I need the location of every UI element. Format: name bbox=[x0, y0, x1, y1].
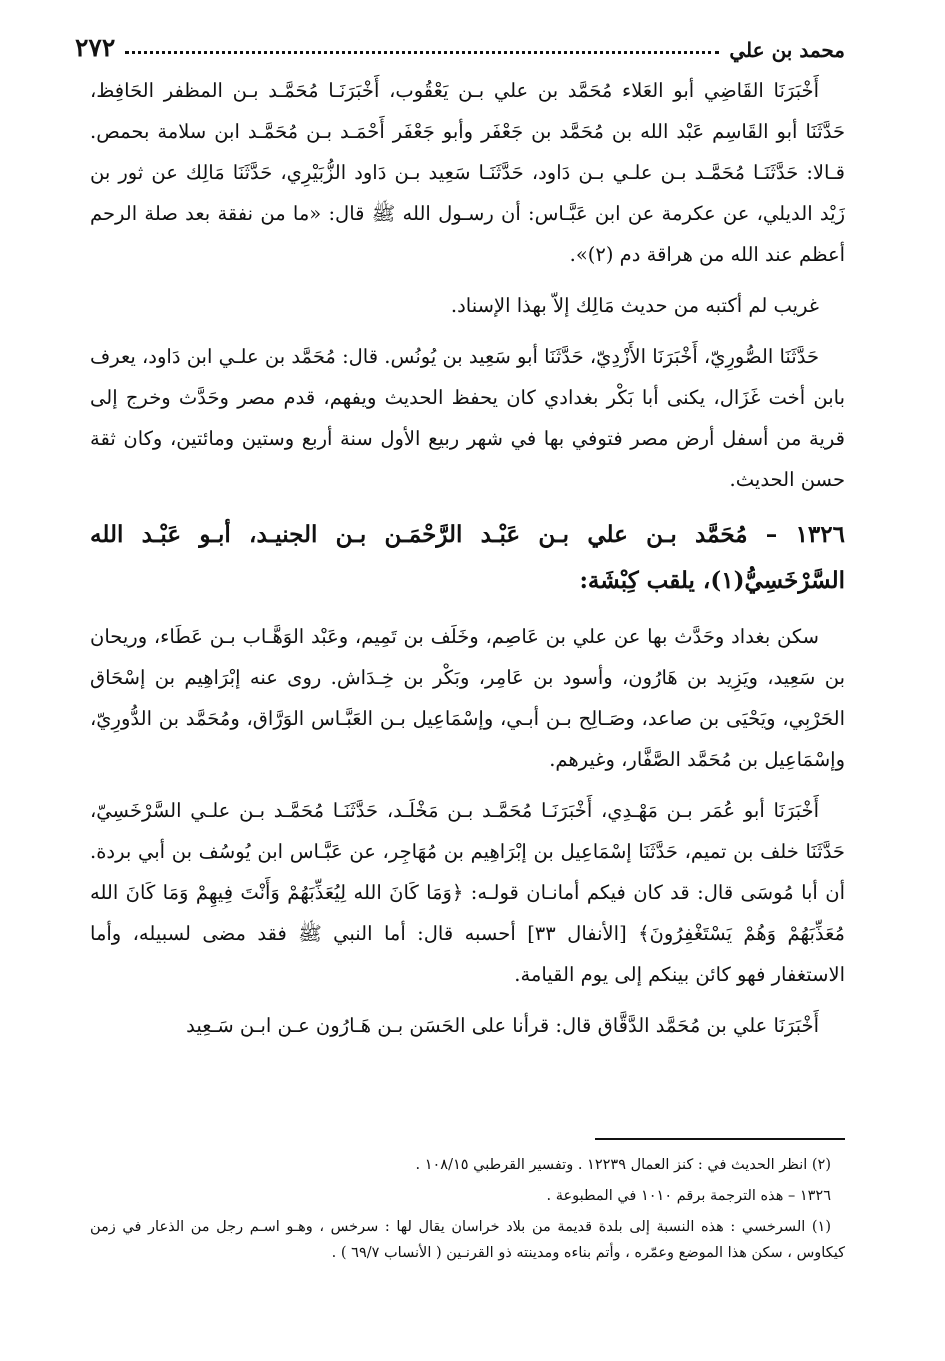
entry-title: ١٣٢٦ – مُحَمَّد بـن علي بـن عَبْـد الرَّحْمَـن بـن الجنيـد، أبـو عَبْـد الله السَّرْخَسِيُّ(١)، يلقب كِبْشَة: bbox=[90, 521, 845, 594]
paragraph: أَخْبَرَنَا القَاضِي أبو العَلاء مُحَمَّد بن علي بـن يَعْقُوب، أَخْبَرَنَـا مُحَمَّـد بـن المظفر الحَافِظ، حَدَّثَنَا أبو القَاسِم عَبْد الله بن مُحَمَّد بن جَعْفَر وأبو جَعْفَر أَحْمَـد بـن مُحَمَّـد ابن سلامة بحمص. قـالا: حَدَّثَنَـا مُحَمَّـد بـن علـي بـن دَاود، حَدَّثَنَـا سَعِيد بـن دَاود الزُّبَيْرِي، حَدَّثَنَا مَالِك عن ثور بن زَيْد الديلي، عن عكرمة عن ابن عَبَّـاس: أن رسـول الله ﷺ قال: «ما من نفقة بعد صلة الرحم أعظم عند الله من هراقة دم (٢)». bbox=[90, 79, 845, 266]
page-number: ٢٧٢ bbox=[75, 33, 116, 62]
paragraph: سكن بغداد وحَدَّث بها عن علي بن عَاصِم، وخَلَف بن تَمِيم، وعَبْد الوَهَّـاب بـن عَطَاء، وريحان بن سَعِيد، ويَزِيد بن هَارُون، وأسود بن عَامِر، وبَكْر بن خِـدَاش. روى عنه إبْرَاهِيم بن إسْحَاق الحَرْبِي، ويَحْيَى بن صاعد، وصَـالِح بـن أبـي، وإسْمَاعِيل بـن العَبَّـاس الوَرَّاق، ومُحَمَّد بن الدُّورِيّ، وإسْمَاعِيل بن مُحَمَّد الصَّفَّار، وغيرهم. bbox=[90, 625, 845, 771]
paragraph: أَخْبَرَنَا علي بن مُحَمَّد الدَّقَّاق قال: قرأنا على الحَسَن بـن هَـارُون عـن ابـن سَـعِيد bbox=[186, 1014, 819, 1037]
main-text bbox=[90, 70, 845, 1056]
footnote: ١٣٢٦ – هذه الترجمة برقم ١٠١٠ في المطبوعة . bbox=[546, 1188, 831, 1204]
running-title: محمد بن علي bbox=[729, 38, 845, 62]
paragraph: أَخْبَرَنَا أبو عُمَر بـن مَهْـدِي، أَخْبَرَنَـا مُحَمَّـد بـن مَخْلَـد، حَدَّثَنَـا مُحَمَّـد بـن علـي السَّرْخَسِيّ، حَدَّثَنَا خلف بن تميم، حَدَّثَنَا إسْمَاعِيل بن إبْرَاهِيم بن مُهَاجِر، عن عَبَّـاس ابن يُوسُف بن أبي بردة. أن أبا مُوسَى قال: قد كان فيكم أمانـان قولـه: ﴿وَمَا كَانَ الله لِيُعَذِّبَهُمْ وَأَنْتَ فِيهِمْ وَمَا كَانَ الله مُعَذِّبَهُمْ وَهُمْ يَسْتَغْفِرُونَ﴾ [الأنفال ٣٣] أحسبه قال: أما النبي ﷺ فقد مضى لسبيله، وأما الاستغفار فهو كائن بينكم إلى يوم القيامة. bbox=[90, 799, 845, 986]
header-leader-dots bbox=[125, 51, 719, 54]
footnote: (٢) انظر الحديث في : كنز العمال ١٢٢٣٩ . وتفسير القرطبي ١٠٨/١٥ . bbox=[415, 1157, 831, 1173]
paragraph: غريب لم أكتبه من حديث مَالِك إلاّ بهذا الإسناد. bbox=[450, 294, 819, 317]
footnotes bbox=[90, 1152, 845, 1271]
footnote: (١) السرخسي : هذه النسبة إلى بلدة قديمة من بلاد خراسان يقال لها : سرخس ، وهـو اسـم رجل من الذعار في زمن كيكاوس ، سكن هذا الموضع وعمّره ، وأتم بناءه ومدينته ذو القرنـين ( الأنساب ٦٩/٧ ) . bbox=[90, 1219, 845, 1261]
paragraph: حَدَّثَنَا الصُّورِيّ، أَخْبَرَنَا الأَزْدِيّ، حَدَّثَنَا أبو سَعِيد بن يُونُس. قال: مُحَمَّد بن علـي ابن دَاود، يعرف بابن أخت غَزَال، يكنى أبا بَكْر بغدادي كان يحفظ الحديث ويفهم، قدم مصر وحَدَّث وخرج إلى قرية من أسفل أرض مصر فتوفي بها في شهر ربيع الأول سنة أربع وستين ومائتين، وكان ثقة حسن الحديث. bbox=[90, 345, 845, 491]
footnote-divider bbox=[595, 1138, 845, 1140]
page-header bbox=[75, 28, 845, 62]
